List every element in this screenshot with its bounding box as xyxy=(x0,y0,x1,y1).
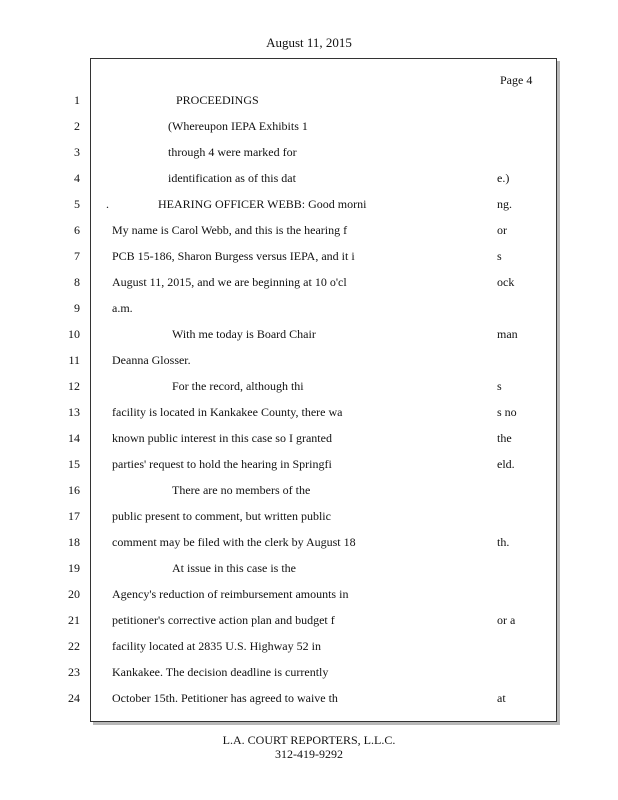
line-text: Agency's reduction of reimbursement amounts in xyxy=(112,587,349,601)
line-number: 12 xyxy=(68,379,80,393)
line-text: a.m. xyxy=(112,301,133,315)
line-text-tail: ock xyxy=(497,275,515,289)
line-text: August 11, 2015, and we are beginning at 10 o'cl xyxy=(112,275,347,289)
line-number: 21 xyxy=(68,613,80,627)
line-text: With me today is Board Chair xyxy=(172,327,316,341)
line-text: parties' request to hold the hearing in Springfi xyxy=(112,457,332,471)
transcript-line xyxy=(0,90,618,110)
line-text: My name is Carol Webb, and this is the hearing f xyxy=(112,223,348,237)
transcript-line xyxy=(0,246,618,266)
transcript-line xyxy=(0,402,618,422)
transcript-line xyxy=(0,168,618,188)
header-date: August 11, 2015 xyxy=(266,35,352,50)
line-text-tail: or xyxy=(497,223,507,237)
transcript-line xyxy=(0,558,618,578)
line-text: At issue in this case is the xyxy=(172,561,296,575)
line-text-tail: e.) xyxy=(497,171,510,185)
line-text-tail: or a xyxy=(497,613,516,627)
transcript-line xyxy=(0,636,618,656)
footer-phone: 312-419-9292 xyxy=(275,747,343,761)
line-number: 4 xyxy=(74,171,80,185)
line-number: 5 xyxy=(74,197,80,211)
line-number: 23 xyxy=(68,665,80,679)
line-text: PROCEEDINGS xyxy=(176,93,259,107)
transcript-line xyxy=(0,454,618,474)
line-text-tail: at xyxy=(497,691,506,705)
line-text: through 4 were marked for xyxy=(168,145,297,159)
transcript-line xyxy=(0,506,618,526)
line-number: 11 xyxy=(68,353,80,367)
line-text: PCB 15-186, Sharon Burgess versus IEPA, and it i xyxy=(112,249,355,263)
line-text: Kankakee. The decision deadline is currently xyxy=(112,665,329,679)
line-number: 14 xyxy=(68,431,80,445)
line-text: identification as of this dat xyxy=(168,171,296,185)
line-number: 22 xyxy=(68,639,80,653)
line-text: known public interest in this case so I granted xyxy=(112,431,332,445)
transcript-line xyxy=(0,220,618,240)
line-text: petitioner's corrective action plan and budget f xyxy=(112,613,335,627)
line-text: (Whereupon IEPA Exhibits 1 xyxy=(168,119,308,133)
line-text: facility located at 2835 U.S. Highway 52 in xyxy=(112,639,321,653)
transcript-line xyxy=(0,272,618,292)
line-text: comment may be filed with the clerk by August 18 xyxy=(112,535,356,549)
line-text-tail: s no xyxy=(497,405,517,419)
line-text-tail: the xyxy=(497,431,512,445)
transcript-line xyxy=(0,376,618,396)
transcript-line xyxy=(0,350,618,370)
transcript-line xyxy=(0,688,618,708)
transcript-line xyxy=(0,610,618,630)
line-text-tail: ng. xyxy=(497,197,512,211)
line-number: 10 xyxy=(68,327,80,341)
transcript-line xyxy=(0,324,618,344)
line-text-tail: man xyxy=(497,327,518,341)
line-number: 8 xyxy=(74,275,80,289)
line-text-tail: s xyxy=(497,249,502,263)
page-number: Page 4 xyxy=(500,73,533,87)
transcript-line xyxy=(0,584,618,604)
line-number: 3 xyxy=(74,145,80,159)
footer xyxy=(0,733,618,761)
transcript-line xyxy=(0,480,618,500)
line-number: 2 xyxy=(74,119,80,133)
line-text: October 15th. Petitioner has agreed to waive th xyxy=(112,691,338,705)
line-number: 9 xyxy=(74,301,80,315)
line-text: HEARING OFFICER WEBB: Good morni xyxy=(158,197,367,211)
line-text: facility is located in Kankakee County, there wa xyxy=(112,405,343,419)
line-text: There are no members of the xyxy=(172,483,311,497)
line-number: 19 xyxy=(68,561,80,575)
transcript-line xyxy=(0,298,618,318)
line-text: Deanna Glosser. xyxy=(112,353,191,367)
line-text-tail: s xyxy=(497,379,502,393)
transcript-line xyxy=(0,116,618,136)
line-number: 20 xyxy=(68,587,80,601)
line-number: 1 xyxy=(74,93,80,107)
footer-company: L.A. COURT REPORTERS, L.L.C. xyxy=(222,733,396,747)
line-number: 24 xyxy=(68,691,80,705)
line-text-tail: th. xyxy=(497,535,510,549)
line-text: public present to comment, but written public xyxy=(112,509,331,523)
line-number: 18 xyxy=(68,535,80,549)
line-number: 13 xyxy=(68,405,80,419)
transcript-line xyxy=(0,662,618,682)
line-leading-dot: . xyxy=(106,197,109,211)
line-number: 15 xyxy=(68,457,80,471)
transcript-line xyxy=(0,142,618,162)
line-number: 17 xyxy=(68,509,80,523)
line-text: For the record, although thi xyxy=(172,379,304,393)
line-number: 6 xyxy=(74,223,80,237)
line-number: 7 xyxy=(74,249,80,263)
transcript-line xyxy=(0,428,618,448)
line-text-tail: eld. xyxy=(497,457,515,471)
transcript-line xyxy=(0,194,618,214)
transcript-line xyxy=(0,532,618,552)
line-number: 16 xyxy=(68,483,80,497)
